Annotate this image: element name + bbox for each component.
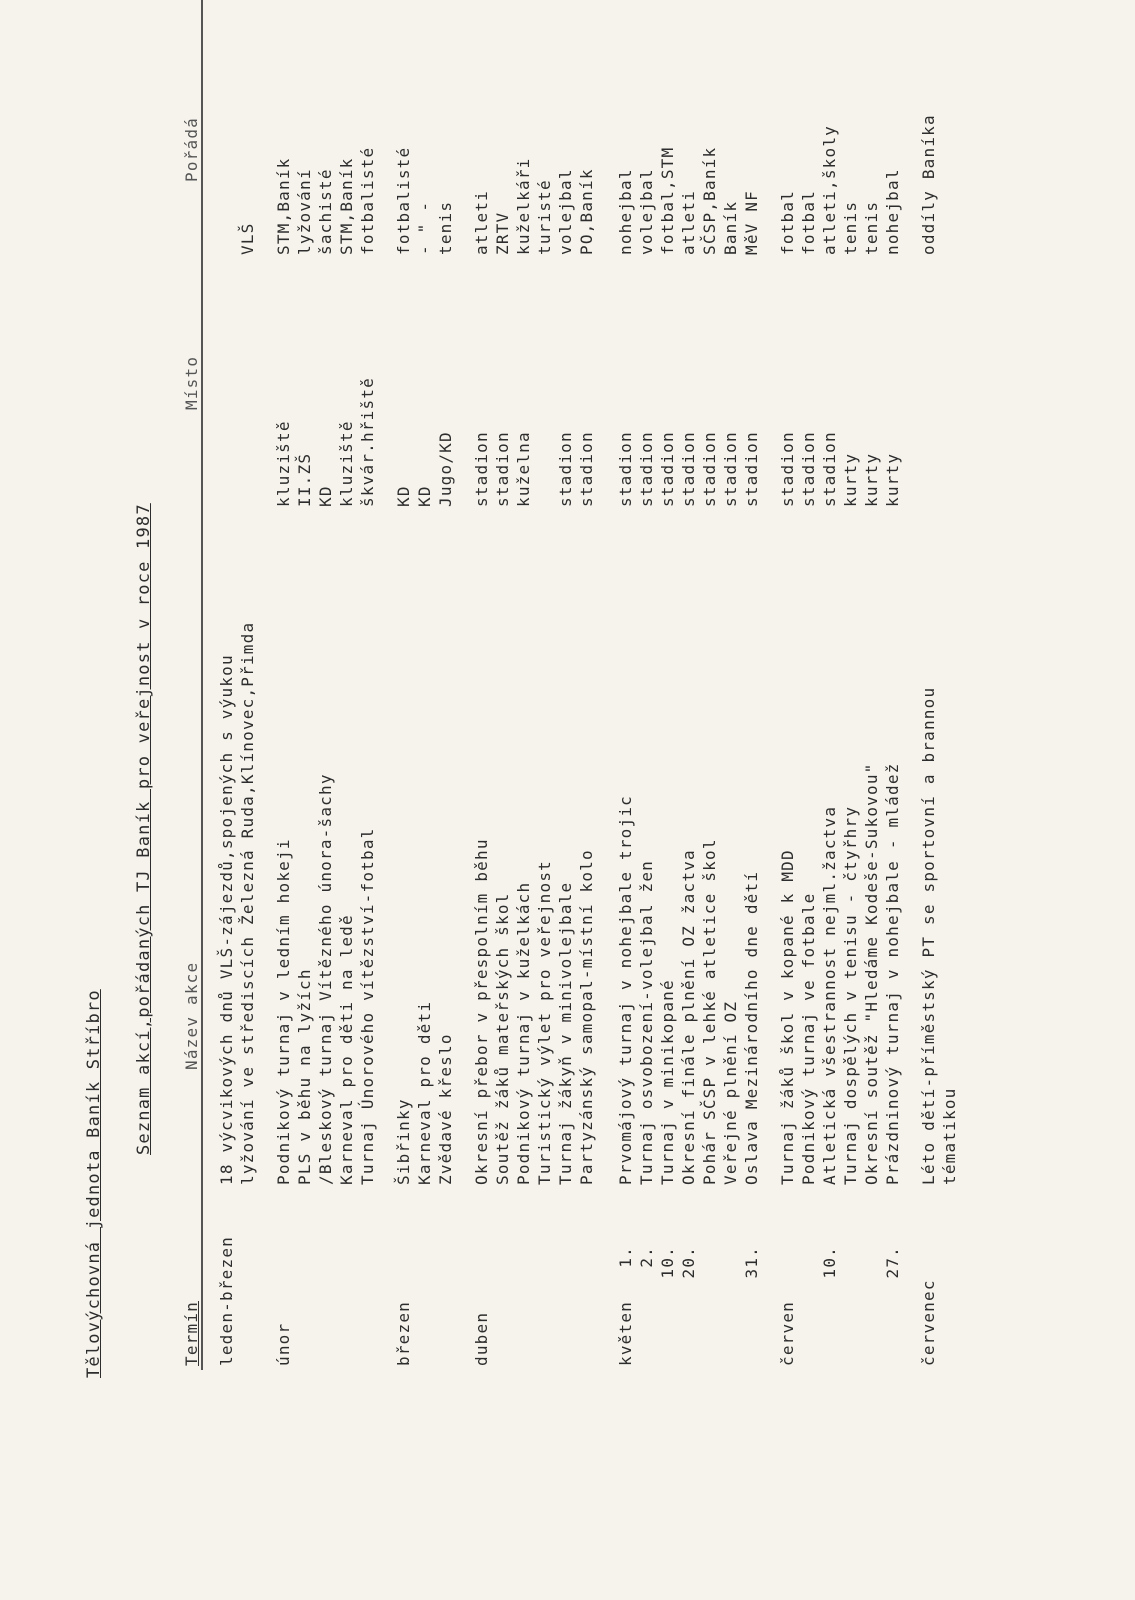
table-row (492, 0, 513, 1600)
row-event-name: Zvědavé křeslo (436, 1033, 455, 1185)
row-event-name: Partyzánský samopal-místní kolo (577, 849, 596, 1185)
table-row (315, 0, 336, 1600)
row-place: stadion (658, 431, 677, 507)
table-row (216, 0, 237, 1600)
row-place: stadion (799, 431, 818, 507)
row-place: KD (394, 485, 413, 507)
row-event-name: Oslava Mezinárodního dne dětí (742, 870, 761, 1185)
table-row (861, 0, 882, 1600)
row-organizer: VLŠ (238, 222, 257, 255)
row-organizer: kuželkáři (514, 157, 533, 255)
row-day: 10. (820, 1246, 839, 1279)
table-row (777, 0, 798, 1600)
row-organizer: fotbalisté (358, 146, 377, 255)
row-place: stadion (472, 431, 491, 507)
row-term: květen (616, 1301, 635, 1366)
table-row (939, 0, 960, 1600)
row-term: duben (472, 1311, 491, 1366)
row-organizer: oddíly Baníka (919, 114, 938, 255)
row-event-name: PLS v běhu na lyžích (295, 968, 314, 1185)
row-place: stadion (721, 431, 740, 507)
row-day: 1. (616, 1246, 635, 1268)
row-event-name: /Bleskový turnaj Vítězného února-šachy (316, 773, 335, 1185)
row-day: 27. (883, 1246, 902, 1279)
row-term: červenec (919, 1279, 938, 1366)
row-place: kuželna (514, 431, 533, 507)
table-row (720, 0, 741, 1600)
row-organizer: tenis (436, 200, 455, 255)
row-place: Jugo/KD (436, 431, 455, 507)
column-header-place: Místo (182, 355, 201, 410)
row-event-name: Turnaj dospělých v tenisu - čtyřhry (841, 805, 860, 1185)
row-event-name: Šibřinky (394, 1098, 413, 1185)
row-event-name: Karneval pro děti (415, 1000, 434, 1185)
row-place: stadion (679, 431, 698, 507)
table-row (615, 0, 636, 1600)
row-organizer: atleti,školy (820, 125, 839, 255)
row-organizer: SČSP,Baník (700, 146, 719, 255)
row-place: stadion (577, 431, 596, 507)
row-organizer: nohejbal (883, 168, 902, 255)
table-row (657, 0, 678, 1600)
row-event-name: Podnikový turnaj v ledním hokeji (274, 838, 293, 1185)
row-term: březen (394, 1301, 413, 1366)
row-event-name: Karneval pro děti na ledě (337, 914, 356, 1185)
table-row (294, 0, 315, 1600)
row-event-name: Turnaj žákyň v minivolejbale (556, 881, 575, 1185)
row-organizer: atleti (679, 190, 698, 255)
row-organizer: fotbal,STM (658, 146, 677, 255)
row-place: stadion (616, 431, 635, 507)
row-event-name: 18 výcvikových dnů VLŠ-zájezdů,spojených s výukou (217, 654, 236, 1185)
table-row (336, 0, 357, 1600)
row-organizer: MěV NF (742, 190, 761, 255)
row-event-name: Turnaj Únorového vítězství-fotbal (358, 827, 377, 1185)
row-place: kurty (862, 452, 881, 507)
row-organizer: volejbal (637, 168, 656, 255)
table-row (273, 0, 294, 1600)
organization-name: Tělovýchovná jednota Baník Stříbro (84, 989, 104, 1378)
row-place: stadion (742, 431, 761, 507)
row-organizer: STM,Baník (274, 157, 293, 255)
table-row (576, 0, 597, 1600)
document-title: Seznam akcí,pořádaných TJ Baník pro veřejnost v roce 1987 (134, 503, 154, 1155)
row-event-name: Prázdninový turnaj v nohejbale - mládež (883, 762, 902, 1185)
row-place: stadion (820, 431, 839, 507)
table-row (435, 0, 456, 1600)
row-place: KD (316, 485, 335, 507)
row-organizer: PO,Baník (577, 168, 596, 255)
row-organizer: Baník (721, 200, 740, 255)
header-rule (201, 0, 203, 1370)
row-event-name: Okresní přebor v přespolním běhu (472, 838, 491, 1185)
row-organizer: nohejbal (616, 168, 635, 255)
row-event-name: Turnaj v minikopané (658, 979, 677, 1185)
table-row (357, 0, 378, 1600)
row-organizer: fotbal (778, 190, 797, 255)
row-organizer: tenis (841, 200, 860, 255)
row-place: stadion (778, 431, 797, 507)
row-organizer: volejbal (556, 168, 575, 255)
row-event-name: Podnikový turnaj v kuželkách (514, 881, 533, 1185)
row-event-name: Pohár SČSP v lehké atletice škol (700, 838, 719, 1185)
table-row (819, 0, 840, 1600)
row-term: červen (778, 1301, 797, 1366)
table-row (471, 0, 492, 1600)
table-row (414, 0, 435, 1600)
table-row (882, 0, 903, 1600)
row-place: škvár.hřiště (358, 377, 377, 507)
row-term: únor (274, 1322, 293, 1366)
row-organizer: šachisté (316, 168, 335, 255)
row-day: 31. (742, 1246, 761, 1279)
row-organizer: turisté (535, 179, 554, 255)
row-event-name: Léto dětí-příměstský PT se sportovní a brannou (919, 686, 938, 1185)
row-event-name: Turistický výlet pro veřejnost (535, 860, 554, 1185)
table-row (393, 0, 414, 1600)
row-organizer: lyžování (295, 168, 314, 255)
row-event-name: lyžování ve střediscích Železná Ruda,Klínovec,Přimda (238, 621, 257, 1185)
row-day: 10. (658, 1246, 677, 1279)
table-row (513, 0, 534, 1600)
row-organizer: ZRTV (493, 211, 512, 255)
row-organizer: - " - (415, 200, 434, 255)
table-row (237, 0, 258, 1600)
row-event-name: Okresní soutěž "Hledáme Kodeše-Sukovou" (862, 762, 881, 1185)
row-event-name: Okresní finále plnění OZ žactva (679, 849, 698, 1185)
table-row (678, 0, 699, 1600)
row-organizer: STM,Baník (337, 157, 356, 255)
table-row (699, 0, 720, 1600)
column-header-name: Název akce (182, 961, 201, 1070)
row-event-name: Soutěž žáků mateřských škol (493, 892, 512, 1185)
row-place: II.ZŠ (295, 452, 314, 507)
row-event-name: Prvomájový turnaj v nohejbale trojic (616, 795, 635, 1185)
row-event-name: Turnaj osvobození-volejbal žen (637, 860, 656, 1185)
table-row (555, 0, 576, 1600)
row-place: stadion (700, 431, 719, 507)
row-event-name: Podnikový turnaj ve fotbale (799, 892, 818, 1185)
table-row (534, 0, 555, 1600)
row-organizer: fotbalisté (394, 146, 413, 255)
row-organizer: atleti (472, 190, 491, 255)
row-term: leden-březen (217, 1236, 236, 1366)
row-place: kluziště (274, 420, 293, 507)
column-header-organizer: Pořádá (182, 117, 201, 182)
row-event-name: tématikou (940, 1087, 959, 1185)
row-day: 2. (637, 1246, 656, 1268)
row-place: stadion (637, 431, 656, 507)
row-day: 20. (679, 1246, 698, 1279)
row-place: stadion (493, 431, 512, 507)
table-row (918, 0, 939, 1600)
row-place: kurty (883, 452, 902, 507)
row-place: stadion (556, 431, 575, 507)
column-header-term: Termín (182, 1301, 201, 1366)
row-place: kluziště (337, 420, 356, 507)
row-event-name: Veřejné plnění OZ (721, 1000, 740, 1185)
row-event-name: Turnaj žáků škol v kopané k MDD (778, 849, 797, 1185)
row-organizer: tenis (862, 200, 881, 255)
row-place: KD (415, 485, 434, 507)
row-organizer: fotbal (799, 190, 818, 255)
row-place: kurty (841, 452, 860, 507)
table-row (741, 0, 762, 1600)
table-row (798, 0, 819, 1600)
table-row (636, 0, 657, 1600)
table-row (840, 0, 861, 1600)
row-event-name: Atletická všestrannost nejml.žactva (820, 805, 839, 1185)
